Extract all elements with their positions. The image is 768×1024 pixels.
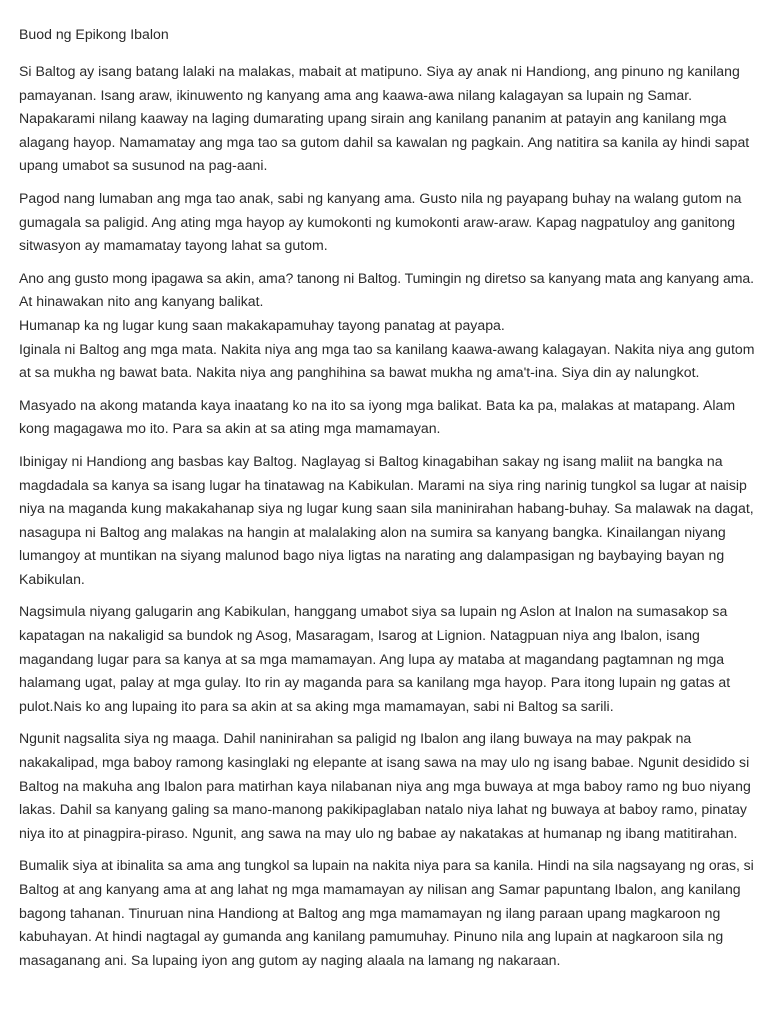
text-line: nakakalipad, mga baboy ramong kasinglaki ng elepante at isang sawa na may ulo ng isang babae. Ngunit desidido si (19, 754, 750, 771)
text-line: Napakarami nilang kaaway na laging dumarating upang sirain ang kanilang pananim at patayin ang kanilang mga (19, 110, 727, 127)
text-line: Humanap ka ng lugar kung saan makakapamuhay tayong panatag at payapa. (19, 316, 505, 333)
document-body (19, 60, 754, 972)
text-line: Baltog at ang kanyang ama at ang lahat ng mga mamamayan ay nilisan ang Samar papuntang Ibalon, ang kanilang (19, 881, 741, 897)
text-line: Masyado na akong matanda kaya inaatang ko na ito sa iyong mga balikat. Bata ka pa, malakas at matapang. Alam (19, 396, 736, 413)
document-title: Buod ng Epikong Ibalon (19, 26, 169, 42)
text-line: At hinawakan nito ang kanyang balikat. (19, 293, 264, 310)
paragraph-4 (19, 394, 754, 441)
text-line: lakas. Dahil sa kanyang galing sa mano-manong pakikipaglaban natalo niya lahat ng buwaya at baboy ramo, pinatay (19, 801, 747, 818)
paragraph-3 (19, 267, 754, 385)
text-line: pamayanan. Isang araw, ikinuwento ng kanyang ama ang kaawa-awa nilang kalagayan sa lupain ng Samar. (19, 86, 693, 103)
text-line: pulot.Nais ko ang lupaing ito para sa akin at sa aking mga mamamayan, sabi ni Baltog sa sarili. (19, 697, 614, 714)
text-line: masaganang ani. Sa lupaing iyon ang gutom ay naging alaala na lamang ng nakaraan. (19, 951, 561, 968)
text-line: Si Baltog ay isang batang lalaki na malakas, mabait at matipuno. Siya ay anak ni Handiong, ang pinuno ng kanilang (19, 63, 740, 79)
text-line: halamang ugat, palay at mga gulay. Ito rin ay maganda para sa kanilang mga hayop. Para itong lupain ng gatas at (19, 674, 731, 691)
text-line: kong magagawa mo ito. Para sa akin at sa ating mga mamamayan. (19, 420, 441, 437)
text-line: Ibinigay ni Handiong ang basbas kay Baltog. Naglayag si Baltog kinagabihan sakay ng isang maliit na bangka na (19, 452, 723, 469)
text-line: kabuhayan. At hindi nagtagal ay gumanda ang kanilang pamumuhay. Pinuno nila ang lupain at nagkaroon sila ng (19, 928, 724, 945)
text-line: Pagod nang lumaban ang mga tao anak, sabi ng kanyang ama. Gusto nila ng payapang buhay na walang gutom na (19, 189, 742, 206)
text-line: Nagsimula niyang galugarin ang Kabikulan, hanggang umabot siya sa lupain ng Aslon at Inalon na sumasakop sa (19, 603, 728, 620)
text-line: Baltog na makuha ang Ibalon para matirhan kaya nilabanan niya ang mga buwaya at mga baboy ramo ng buo niyang (19, 777, 751, 794)
text-line: upang umabot sa susunod na pag-aani. (19, 157, 268, 174)
paragraph-5 (19, 450, 754, 592)
text-line: Bumalik siya at ibinalita sa ama ang tungkol sa lupain na nakita niya para sa kanila. Hindi na sila nagsayang ng oras, si (19, 857, 754, 874)
text-line: Kabikulan. (19, 570, 85, 587)
text-line: Ngunit nagsalita siya ng maaga. Dahil naninirahan sa paligid ng Ibalon ang ilang buwaya na may pakpak na (19, 730, 692, 747)
text-line: lumangoy at muntikan na siyang malunod bago niya ligtas na narating ang dalampasigan ng baybaying bayan ng (19, 547, 725, 564)
paragraph-6 (19, 600, 754, 718)
paragraph-2 (19, 187, 754, 258)
text-line: Ano ang gusto mong ipagawa sa akin, ama? tanong ni Baltog. Tumingin ng diretso sa kanyang mata ang kanyang ama. (19, 269, 754, 286)
paragraph-8 (19, 854, 754, 972)
paragraph-1 (19, 60, 754, 178)
text-line: niya ito at pinagpira-piraso. Ngunit, ang sawa na may ulo ng babae ay nakatakas at humanap ng ibang matitirahan. (19, 824, 738, 841)
text-line: bagong tahanan. Tinuruan nina Handiong at Baltog ang mga mamamayan ng ilang paraan upang magkaroon ng (19, 904, 721, 921)
text-line: nasagupa ni Baltog ang malakas na hangin at malalaking alon na sumira sa kanyang bangka. Kinailangan niyang (19, 523, 726, 540)
text-line: kapatagan na nakaligid sa bundok ng Asog, Masaragam, Isarog at Lignion. Natagpuan niya ang Ibalon, isang (19, 627, 700, 644)
paragraph-7 (19, 727, 754, 845)
text-line: Iginala ni Baltog ang mga mata. Nakita niya ang mga tao sa kanilang kaawa-awang kalagayan. Nakita niya ang gutom (19, 340, 755, 357)
text-line: at sa mukha ng bawat bata. Nakita niya ang panghihina sa bawat mukha ng ama't-ina. Siya din ay nalungkot. (19, 364, 700, 381)
text-line: magdadala sa kanya sa isang lugar ha tinatawag na Kabikulan. Marami na siya ring narinig tungkol sa lugar at naisip (19, 476, 747, 493)
text-line: gumagala sa paligid. Ang ating mga hayop ay kumokonti ng kumokonti araw-araw. Kapag nagpatuloy ang ganitong (19, 213, 736, 230)
text-line: sitwasyon ay mamamatay tayong lahat sa gutom. (19, 237, 328, 254)
text-line: magandang lugar para sa kanya at sa mga mamamayan. Ang lupa ay mataba at magandang pagtamnan ng mga (19, 650, 725, 667)
text-line: niya na maganda kung makakahanap siya ng lugar kung saan sila maninirahan habang-buhay. Sa malawak na dagat, (19, 500, 754, 517)
text-line: alagang hayop. Namamatay ang mga tao sa gutom dahil sa kawalan ng pagkain. Ang natitira sa kanila ay hindi sapat (19, 133, 750, 150)
